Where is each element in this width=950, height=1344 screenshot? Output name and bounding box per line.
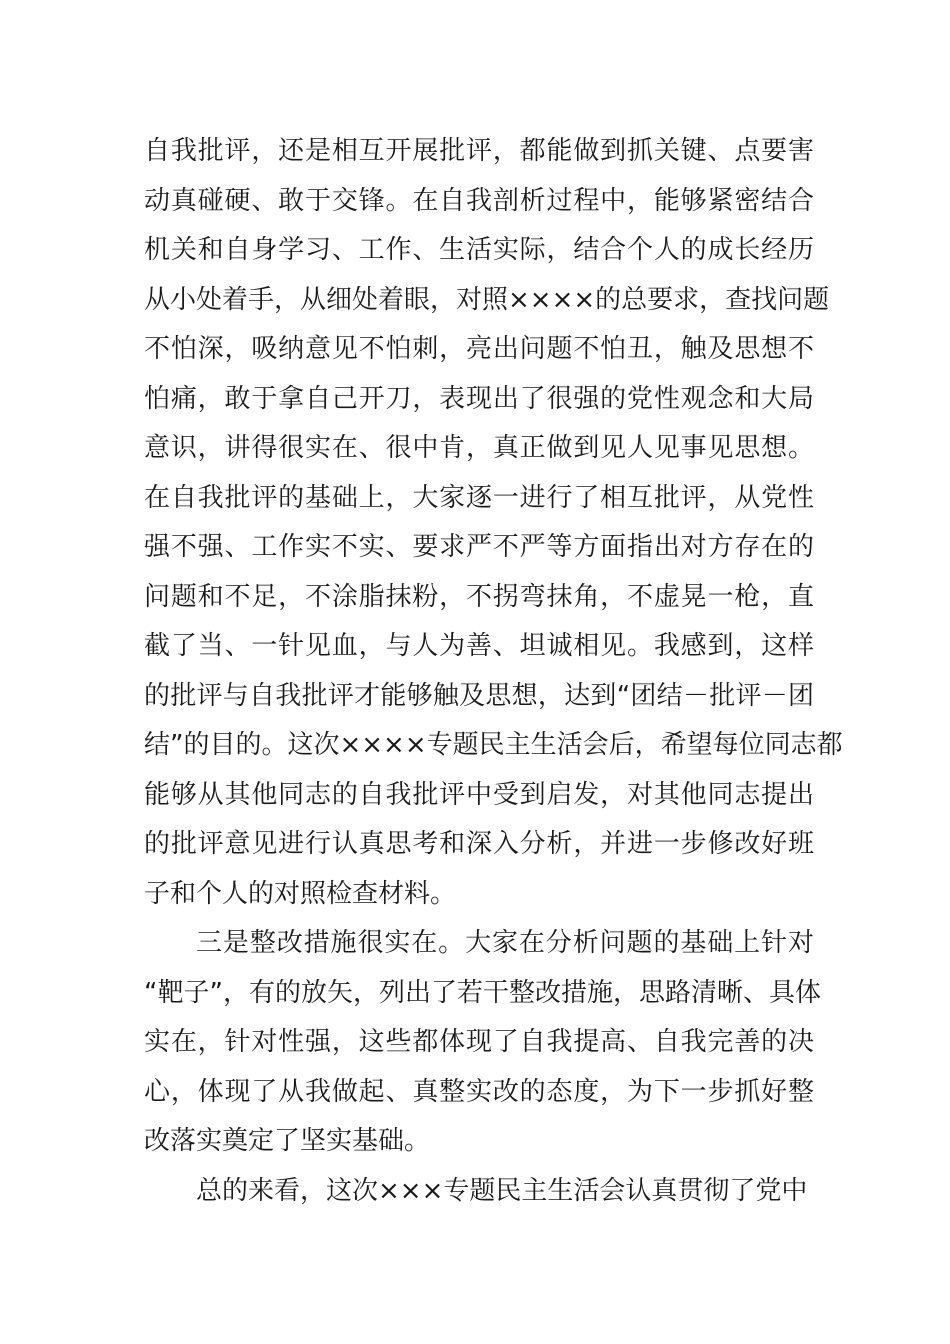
text-line: 不怕深，吸纳意见不怕刺，亮出问题不怕丑，触及思想不 — [144, 334, 814, 364]
text-line: 机关和自身学习、工作、生活实际，结合个人的成长经历 — [144, 235, 814, 265]
text-line: 怕痛，敢于拿自己开刀，表现出了很强的党性观念和大局 — [144, 383, 814, 414]
text-line: 意识，讲得很实在、很中肯，真正做到见人见事见思想。 — [144, 433, 814, 463]
text-line: 总的来看，这次×××专题民主生活会认真贯彻了党中 — [196, 1175, 808, 1206]
text-line: 的批评与自我批评才能够触及思想，达到“团结－批评－团 — [144, 680, 814, 711]
text-line: 的批评意见进行认真思考和深入分析，并进一步修改好班 — [144, 829, 814, 859]
text-line: 问题和不足，不涂脂抹粉，不拐弯抹角，不虚晃一枪，直 — [144, 581, 814, 612]
text-line: 子和个人的对照检查材料。 — [144, 878, 457, 909]
text-line: 心，体现了从我做起、真整实改的态度，为下一步抓好整 — [144, 1076, 814, 1107]
text-line: 三是整改措施很实在。大家在分析问题的基础上针对 — [196, 928, 814, 958]
text-line: 在自我批评的基础上，大家逐一进行了相互批评，从党性 — [144, 482, 814, 513]
paragraph-3 — [144, 1167, 814, 1217]
paragraph-1 — [144, 127, 843, 919]
text-line: 动真碰硬、敢于交锋。在自我剖析过程中，能够紧密结合 — [144, 185, 814, 216]
text-line: 从小处着手，从细处着眼，对照××××的总要求，查找问题 — [144, 284, 830, 315]
text-line: 能够从其他同志的自我批评中受到启发，对其他同志提出 — [144, 779, 814, 810]
text-line: “靶子”，有的放矢，列出了若干整改措施，思路清晰、具体 — [144, 977, 821, 1008]
text-line: 截了当、一针见血，与人为善、坦诚相见。我感到，这样 — [144, 631, 814, 661]
document-body — [144, 127, 843, 1216]
text-line: 结”的目的。这次××××专题民主生活会后，希望每位同志都 — [144, 730, 843, 760]
text-line: 实在，针对性强，这些都体现了自我提高、自我完善的决 — [144, 1027, 814, 1057]
paragraph-2 — [144, 919, 821, 1167]
text-line: 强不强、工作实不实、要求严不严等方面指出对方存在的 — [144, 532, 814, 562]
text-line: 改落实奠定了坚实基础。 — [144, 1126, 431, 1156]
text-line: 自我批评，还是相互开展批评，都能做到抓关键、点要害 — [144, 136, 814, 166]
